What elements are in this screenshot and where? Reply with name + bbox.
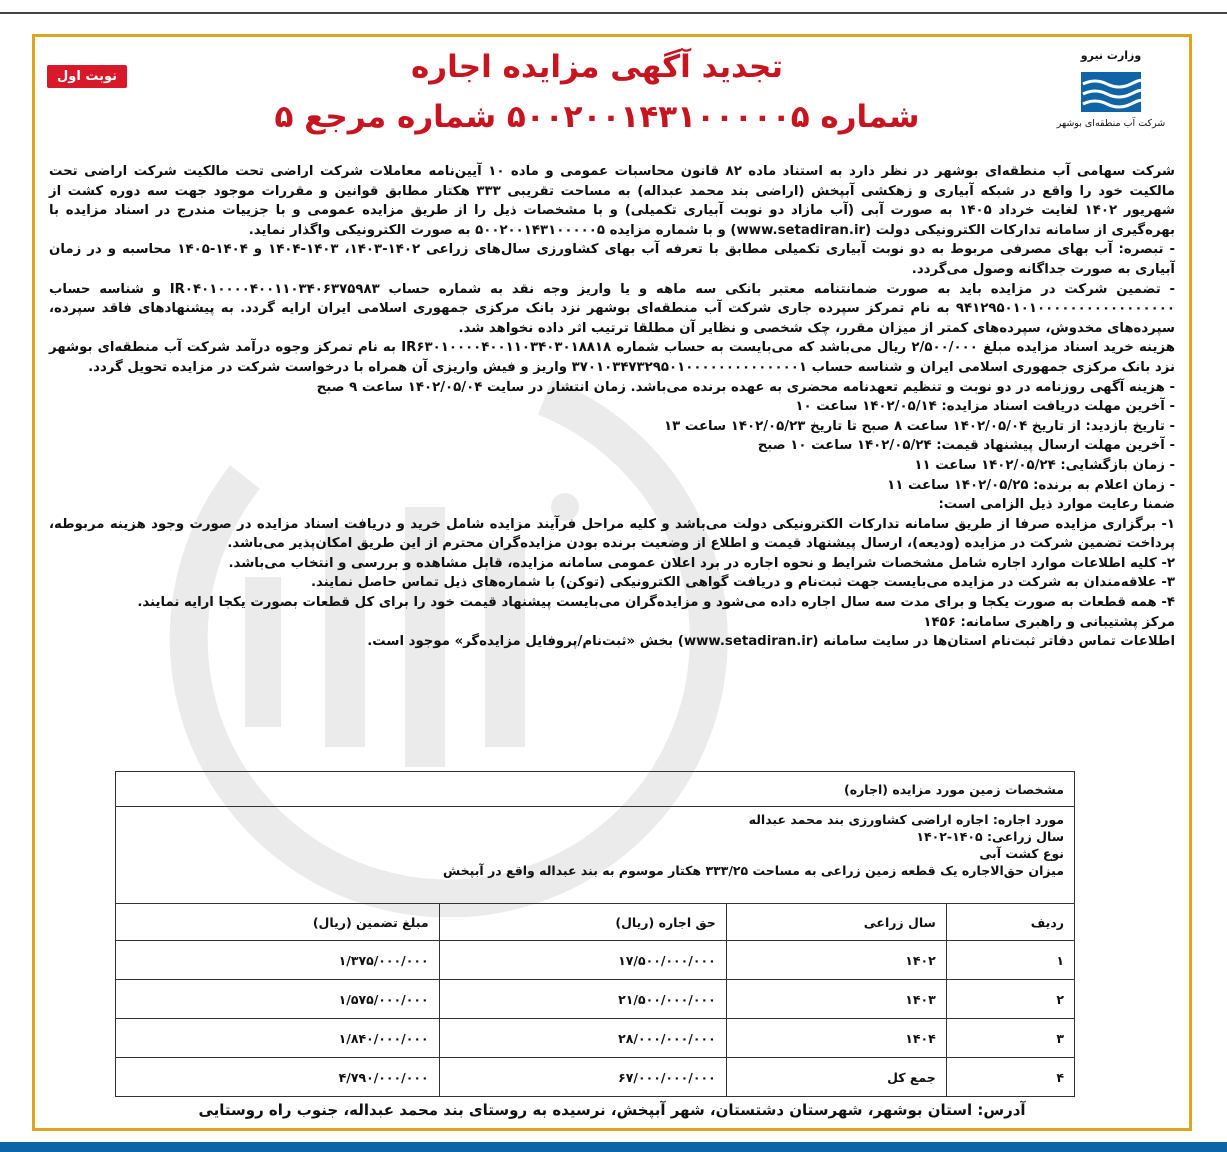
- paragraph-rule-1: ۱- برگزاری مزایده صرفا از طریق سامانه تدارکات الکترونیکی دولت می‌باشد و کلیه مراحل فرآیند مزایده شامل خرید و دریافت اسناد مزایده در صورت وجود هزینه مربوطه، پرداخت تضمین شرکت در مزایده (ودیعه)، ارسال پیشنهاد قیمت و اطلاع از وضعیت برنده بودن مزایده‌گران محترم از این طریق امکان‌پذیر می‌باشد.: [49, 516, 1175, 552]
- paragraph-document-fee: هزینه خرید اسناد مزایده مبلغ ۲/۵۰۰/۰۰۰ ریال می‌باشد که می‌بایست به حساب شماره IR۶۳۰۱۰۰۰۰۴۰۰۱۱۰۳۴۰۳۰۱۸۸۱۸ به نام تمرکز وجوه درآمد شرکت آب منطقه‌ای بوشهر نزد بانک مرکزی جمهوری اسلامی ایران و شناسه حساب ۳۷۰۱۰۳۴۷۳۲۹۵۰۱۰۰۰۰۰۰۰۰۰۰۰۰۰۰۱ واریز و فیش واریزی آن همراه با درخواست شرکت در مزایده تحویل گردد.: [49, 340, 1175, 375]
- top-rule: [0, 12, 1227, 14]
- logo-block: [1051, 49, 1171, 129]
- paragraph-visit-date: - تاریخ بازدید: از تاریخ ۱۴۰۲/۰۵/۰۴ ساعت ۸ صبح تا تاریخ ۱۴۰۲/۰۵/۲۳ ساعت ۱۳: [664, 418, 1175, 434]
- row-number: ۳: [946, 1019, 1074, 1058]
- column-header: مبلغ تضمین (ریال): [116, 904, 440, 941]
- table-row: [116, 941, 1075, 980]
- ad-subtitle: شماره ۵۰۰۲۰۰۱۴۳۱۰۰۰۰۰۵ شماره مرجع ۵: [274, 99, 920, 135]
- row-rent: ۲۱/۵۰۰/۰۰۰/۰۰۰: [439, 980, 726, 1019]
- column-header: سال زراعی: [726, 904, 946, 941]
- ad-title: تجدید آگهی مزایده اجاره: [411, 49, 783, 85]
- table-row: [116, 980, 1075, 1019]
- paragraph-intro: شرکت سهامی آب منطقه‌ای بوشهر در نظر دارد به استناد ماده ۸۲ قانون محاسبات عمومی و ماده ۱۰ آیین‌نامه معاملات شرکت اراضی تحت مالکیت شرکت اراضی تحت مالکیت خود را واقع در شبکه آبیاری و زهکشی آبپخش (اراضی بند محمد عبداله) به مساحت تقریبی ۳۳۳ هکتار مطابق قوانین و مقررات موجود جهت سه دوره کشت از شهریور ۱۴۰۲ لغایت خرداد ۱۴۰۵ به صورت آبی (آب مازاد دو نوبت آبیاری تکمیلی) و با مشخصات ذیل را از طریق مزایده عمومی و با جزییات مندرج در اسناد مزایده با بهره‌گیری از سامانه تدارکات الکترونیکی دولت (www.setadiran.ir) و با شماره مزایده ۵۰۰۲۰۰۱۴۳۱۰۰۰۰۰۵ به صورت الکترونیکی واگذار نماید.: [49, 164, 1176, 238]
- paragraph-opening: - زمان بازگشایی: ۱۴۰۲/۰۵/۲۴ ساعت ۱۱: [914, 457, 1175, 473]
- row-guarantee: ۱/۳۷۵/۰۰۰/۰۰۰: [116, 941, 440, 980]
- ministry-label: وزارت نیرو: [1080, 49, 1142, 62]
- row-guarantee: ۱/۸۴۰/۰۰۰/۰۰۰: [116, 1019, 440, 1058]
- paragraph-deadline-docs: - آخرین مهلت دریافت اسناد مزایده: ۱۴۰۲/۰۵/۱۴ ساعت ۱۰: [795, 399, 1175, 415]
- row-crop-year: ۱۴۰۳: [726, 980, 946, 1019]
- paragraph-announcement: - زمان اعلام به برنده: ۱۴۰۲/۰۵/۲۵ ساعت ۱۱: [887, 477, 1175, 493]
- spec-table-header: مشخصات زمین مورد مزایده (اجاره): [116, 772, 1075, 807]
- row-crop-year: ۱۴۰۴: [726, 1019, 946, 1058]
- paragraph-ad-cost: - هزینه آگهی روزنامه در دو نوبت و تنظیم تعهدنامه محضری به عهده برنده می‌باشد. زمان انتشار در سایت ۱۴۰۲/۰۵/۰۴ ساعت ۹ صبح: [316, 379, 1175, 395]
- row-guarantee: ۱/۵۷۵/۰۰۰/۰۰۰: [116, 980, 440, 1019]
- spec-crop-year: سال زراعی: ۱۴۰۵-۱۴۰۲: [916, 829, 1064, 844]
- spec-rent-description: میزان حق‌الاجاره یک قطعه زمین زراعی به مساحت ۳۳۳/۲۵ هکتار موسوم به بند عبداله واقع در آبپخش: [442, 863, 1064, 878]
- first-round-badge: نوبت اول: [47, 65, 127, 88]
- table-row: [116, 1019, 1075, 1058]
- spec-info-cell: [116, 807, 1075, 904]
- row-guarantee: ۴/۷۹۰/۰۰۰/۰۰۰: [116, 1058, 440, 1097]
- ad-body: [49, 162, 1175, 652]
- paragraph-rule-2: ۲- کلیه اطلاعات موارد اجاره شامل مشخصات شرایط و نحوه اجاره در برد اعلان عمومی سامانه مزایده، قابل مشاهده و بررسی و انتخاب می‌باشد.: [228, 555, 1175, 571]
- company-name-small: شرکت آب منطقه‌ای بوشهر: [1056, 118, 1166, 129]
- paragraph-rule-4: ۴- همه قطعات به صورت یکجا و برای مدت سه سال اجاره داده می‌شود و مزایده‌گران می‌بایست پیشنهاد قیمت خود را برای کل قطعات بصورت یکجا ارایه نمایند.: [137, 595, 1175, 611]
- paragraph-note: - تبصره: آب بهای مصرفی مربوط به دو نوبت آبیاری تکمیلی مطابق با تعرفه آب بهای کشاورزی سال‌های زراعی ۱۴۰۲-۱۴۰۳، ۱۴۰۳-۱۴۰۴ و ۱۴۰۴-۱۴۰۵ محاسبه و در زمان آبیاری به صورت جداگانه وصول می‌گردد.: [49, 242, 1176, 277]
- paragraph-requirements-heading: ضمنا رعایت موارد ذیل الزامی است:: [938, 497, 1175, 513]
- paragraph-guarantee: - تضمین شرکت در مزایده باید به صورت ضمانتنامه معتبر بانکی سه ماهه و یا واریز وجه نقد به شماره حساب IR۰۴۰۱۰۰۰۰۴۰۰۱۱۰۳۴۰۶۳۷۵۹۸۳ و شناسه حساب ۹۴۱۲۹۵۰۱۰۱۰۰۰۰۰۰۰۰۰۰۰۰۰۰۰۰۰ به نام تمرکز سپرده جاری شرکت آب منطقه‌ای بوشهر نزد بانک مرکزی جمهوری اسلامی ایران ارایه گردد. به پیشنهادهای فاقد سپرده، سپرده‌های مخدوش، سپرده‌های کمتر از میزان مقرر، چک شخصی و نظایر آن مطلقا ترتیب اثر داده نخواهد شد.: [49, 281, 1175, 336]
- spec-cultivation-type: نوع کشت آبی: [979, 846, 1064, 861]
- row-number: ۱: [946, 941, 1074, 980]
- row-crop-year: ۱۴۰۲: [726, 941, 946, 980]
- column-header: ردیف: [946, 904, 1074, 941]
- address-line: آدرس: استان بوشهر، شهرستان دشتستان، شهر آبپخش، نرسیده به روستای بند محمد عبداله، جنوب راه روستایی: [198, 1101, 1026, 1119]
- row-number: ۲: [946, 980, 1074, 1019]
- row-rent: ۶۷/۰۰۰/۰۰۰/۰۰۰: [439, 1058, 726, 1097]
- row-rent: ۲۸/۰۰۰/۰۰۰/۰۰۰: [439, 1019, 726, 1058]
- column-header: حق اجاره (ریال): [439, 904, 726, 941]
- land-spec-table: [115, 771, 1075, 1097]
- paragraph-deadline-offer: - آخرین مهلت ارسال پیشنهاد قیمت: ۱۴۰۲/۰۵/۲۴ ساعت ۱۰ صبح: [757, 438, 1175, 454]
- paragraph-support: مرکز پشتیبانی و راهبری سامانه: ۱۴۵۶: [923, 614, 1175, 630]
- row-number: ۴: [946, 1058, 1074, 1097]
- table-row-total: [116, 1058, 1075, 1097]
- spec-lease-subject: مورد اجاره: اجاره اراضی کشاورزی بند محمد عبداله: [748, 812, 1064, 827]
- ad-frame: [32, 34, 1192, 1131]
- paragraph-contact: اطلاعات تماس دفاتر ثبت‌نام استان‌ها در سایت سامانه (www.setadiran.ir) بخش «ثبت‌نام/پروفایل مزایده‌گر» موجود است.: [367, 634, 1175, 650]
- row-crop-year: جمع کل: [726, 1058, 946, 1097]
- bottom-bar: [0, 1142, 1227, 1152]
- paragraph-rule-3: ۳- علاقه‌مندان به شرکت در مزایده می‌بایست جهت ثبت‌نام و دریافت گواهی الکترونیکی (توکن) با شماره‌های ذیل تماس حاصل نمایند.: [310, 575, 1175, 591]
- water-company-logo-icon: [1079, 70, 1143, 114]
- table-header-row: [116, 904, 1075, 941]
- row-rent: ۱۷/۵۰۰/۰۰۰/۰۰۰: [439, 941, 726, 980]
